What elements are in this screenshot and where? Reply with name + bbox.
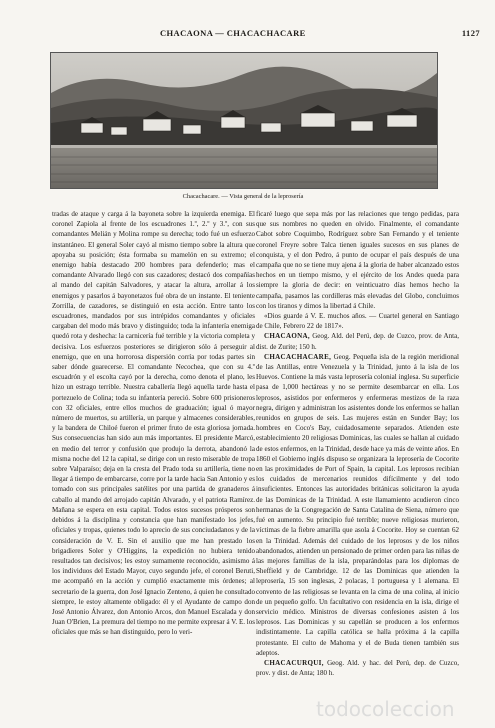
watermark-logo: todocoleccion: [316, 697, 455, 721]
running-title: CHACAONA — CHACACHACARE: [160, 28, 306, 38]
entry-body: Geog. Pequeña isla de la región meridional de las Antillas, entre Venezuela y la Trinidad, junto á la isla de los Huevos. Contiene la más vasta leprosería colonial inglesa. Su superficie pasa de 1,000 hectáreas y no se permite desembarcar en ella. Los leprosos, asistidos por enfermeros y enfermeras mestizos de la raza negra, dirigen y administran los asistentes donde los enfermos se hallan reunidos en grupos de seis. Las mujeres están en Sunder Bay; los hombres en Coco's Bay, cuidadosamente separados. Atienden este establecimiento 20 religiosas Dominicas, las cuales se hallan al cuidado de estos enfermos, en la Trinidad, desde hace ya más de veinte años. En 1860 el Gobierno inglés dispuso se organizara la leprosería de Cocorite en las proximidades de Port of Spain, la capital. Los leprosos recibían los cuidados de mercenarios reunidos difícilmente y del todo insuficientes. Entonces las autoridades británicas solicitaron la ayuda de las Dominicas de la Trinidad. A este llamamiento acudieron cinco hermanas de la Congregación de Santa Catalina de Siena, número que fué en aumento. Su principio fué terrible; nueve religiosas murieron, víctimas de la fiebre amarilla que asola á Cocorite. Hoy se cuentan 62 en la Trinidad. Además del cuidado de los leprosos y de los niños abandonados, atienden un pensionado de primer orden para las niñas de las mejores familias de la isla, preparándolas para los diplomas de Sheffield y de Cambridge. 12 de las Dominicas que atienden la leprosería, 15 son inglesas, 2 polacas, 1 portuguesa y 1 alemana. El convento de las religiosas se levanta en la cima de una colina, al inicio de un pequeño golfo. Un facultativo con residencia en la isla, dirige el servicio médico. Ministros de diversas confesiones asisten á los leprosos. Las Dominicas y su capellán se producen a los enfermos indistintamente. La capilla católica se halla próxima á la capilla protestante. El culto de Mahoma y el de Buda tienen también sus adeptos.: [256, 352, 459, 657]
left-column: [52, 209, 255, 697]
page-number: 1127: [461, 28, 480, 38]
entry-headword: CHACACHACARE,: [264, 352, 332, 361]
entry-headword: CHACAONA,: [264, 332, 310, 341]
leprosarium-photo-drawing: [51, 53, 437, 188]
leprosarium-photo: [50, 52, 438, 189]
entry-body: Geog. Ald. y hac. del Perú, dep. de Cuzco, prov. y dist. de Anta; 180 h.: [256, 658, 459, 678]
dictionary-entry: [256, 352, 459, 658]
entry-body: Geog. Ald. del Perú, dep. de Cuzco, prov. de Anta, dist. de Zurite; 150 h.: [256, 332, 459, 351]
figure-caption: Chacachacare. — Vista general de la leprosería: [182, 193, 304, 200]
body-paragraph: «Dios guarde á V. E. muchos años. — Cuartel general en Santiago de Chile, Febrero 22 de 1817».: [256, 312, 459, 331]
dictionary-entry: [256, 331, 459, 351]
running-header: [50, 28, 480, 40]
body-paragraph: ficaré luego que sepa más por las relaciones que tengo pedidas, para que sus nombres no queden en olvido. Finalmente, el comandante Cabot sobre Coquimbo, Rodríguez sobre San Fernando y el teniente coronel Freyre sobre Talca tienen iguales sucesos en sus planes de conquista, y el don Pedro, á punto de ocupar el país después de una campaña que no se tiene muy ajena á la gloria de haber alcanzado estos hechos en un tiempo mismo, y el ejército de los Andes queda para siempre la gloria de decir: en veinticuatro días hemos hecho la campaña, pasamos las cordilleras más elevadas del Globo, concluimos con los tiranos y dimos la libertad á Chile.: [256, 210, 459, 310]
right-column: [256, 209, 459, 697]
body-paragraph: tradas de ataque y carga á la bayoneta sobre la izquierda enemiga. El coronel Zapiola al frente de los escuadrones 1.º, 2.º y 3.º, con sus comandantes Melián y Molina rompe su derecha; todo fué un esfuerzo instantáneo. El general Soler cayó al mismo tiempo sobre la altura que apoyaba su posición; ésta formaba su mamelón en su extremo; el enemigo había destacado 200 hombres para defenderlo; mas el comandante Alvarado llegó con sus cazadores; destacó dos compañías al mando del capitán Salvadores, y atacar la altura, arrollar á los enemigos y pasarlos á bayonetazos fué obra de un instante. El teniente Zorrilla, de cazadores, se distinguió en esta acción. Entre tanto los escuadrones, mandados por sus intrépidos comandantes y oficiales cargaban del modo más bravo y distinguido; toda la infantería enemiga quedó rota y deshecha: la carnicería fué terrible y la victoria completa y decisiva. Los esfuerzos posteriores se dirigieron sólo á perseguir al enemigo, que en una horrorosa dispersión corría por todas partes sin saber dónde guarecerse. El comandante Necochea, que con su 4.º escuadrón y el escolta cayó por la derecha, como denota el plano, les hizo un estrago terrible. Nuestra caballería llegó aquella tarde hasta el portezuelo de Colina; toda su infantería pereció. Sobre 600 prisioneros con 32 oficiales, entre ellos muchos de graduación; igual ó mayor número de muertos, su artillería, un parque y almacenes considerables, y la bandera de Chiloé fueron el primer fruto de esta gloriosa jornada. Sus consecuencias han sido aun más importantes. El presidente Marcó, en medio del terror y confusión que produjo la derrota, abandonó la misma noche del 12 la capital, se dirige con un resto miserable de tropa sobre Valparaíso; deja en la cresta del Prado toda su artillería, tiene no llegar á tiempo de embarcarse, corre por la tarde hacia San Antonio y es tomado con sus principales satélites por una partida de granaderos á caballo al mando del arrojado capitán Alvarado, y el patriota Ramírez. Mañana se espera en esta capital. Todos estos sucesos prósperos son debidos á la disciplina y constancia que han manifestado los jefes, oficiales y tropas, quienes todo lo aprecio de sus conciudadanos y de la consideración de V. E. Sin el auxilio que me han prestado los brigadieres Soler y O'Higgins, la expedición no hubiera tenido resultados tan decisivos; les estoy sumamente reconocido, asimismo á los individuos del Estado Mayor, cuyo segundo jefe, el coronel Beruti, me acompañó en la acción y cumplió exactamente mis órdenes; al secretario de la guerra, don José Ignacio Zenteno, á quien he consultado siempre, le estoy altamente obligado: él y el Ayudante de campo don José Antonio Álvarez, don Antonio Arcos, don Manuel Escalada y don Juan O'Brien, La premura del tiempo no me permite expresar á V. E. los oficiales que más se han distinguido, pero lo veri-: [52, 210, 255, 637]
entry-headword: CHACACURQUI,: [264, 658, 324, 667]
dictionary-entry: [256, 658, 459, 678]
